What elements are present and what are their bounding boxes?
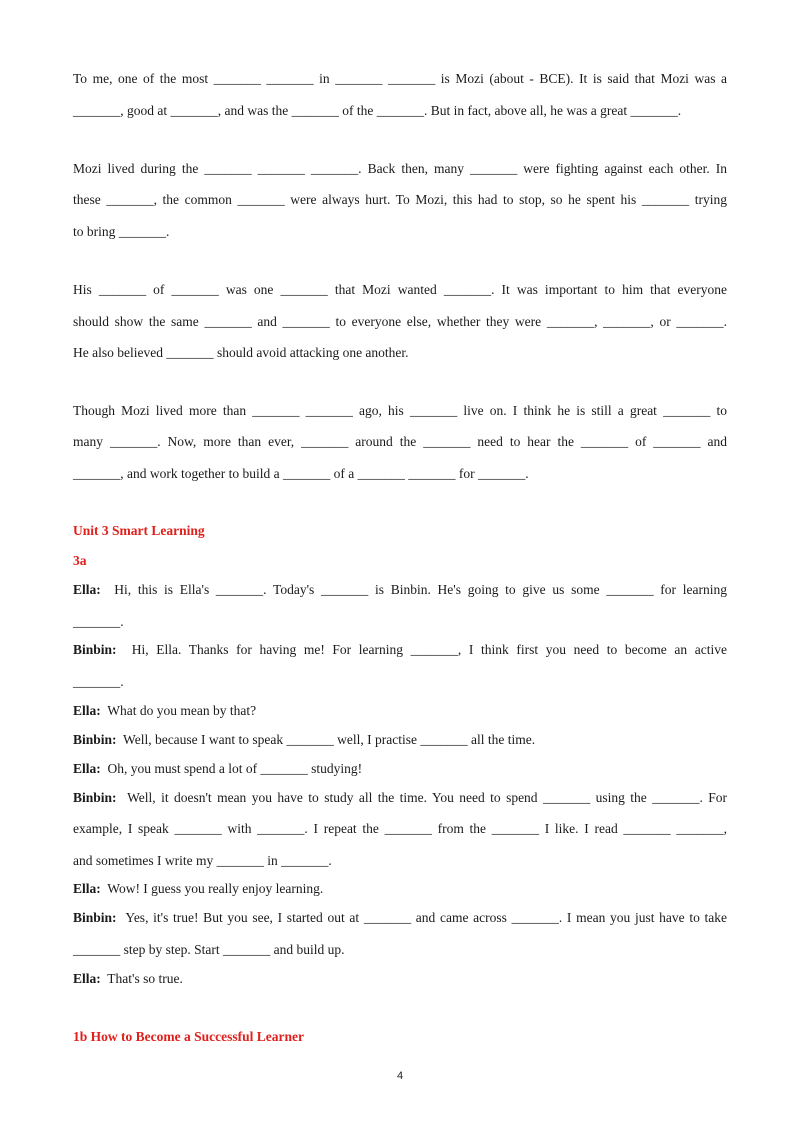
dialogue-text: Hi, Ella. Thanks for having me! For learning _______, I think first you need to become an active xyxy=(131,642,727,657)
passage-line: He also believed _______ should avoid attacking one another. xyxy=(73,345,409,360)
dialogue-text: What do you mean by that? xyxy=(107,703,257,718)
dialogue-line: example, I speak _______ with _______. I repeat the _______ from the _______ I like. I read _______ _______, xyxy=(73,821,727,836)
dialogue-line xyxy=(73,789,727,807)
dialogue-line: _______ step by step. Start _______ and build up. xyxy=(73,942,345,957)
passage-line: should show the same _______ and _______ to everyone else, whether they were _______, _______, or _______. xyxy=(73,314,727,329)
dialogue-line xyxy=(73,702,727,720)
section-heading: 1b How to Become a Successful Learner xyxy=(73,1029,304,1044)
passage-line: these _______, the common _______ were always hurt. To Mozi, this had to stop, so he spent his _______ trying xyxy=(73,192,727,207)
dialogue-text: Oh, you must spend a lot of _______ studying! xyxy=(107,761,363,776)
dialogue-line xyxy=(73,909,727,927)
dialogue-text: Yes, it's true! But you see, I started out at _______ and came across _______. I mean you just have to take xyxy=(125,910,727,925)
dialogue-text: Hi, this is Ella's _______. Today's _______ is Binbin. He's going to give us some _______ for learning xyxy=(114,582,728,597)
dialogue-text: Well, because I want to speak _______ well, I practise _______ all the time. xyxy=(123,732,536,747)
dialogue-text: That's so true. xyxy=(107,971,183,986)
dialogue-line: and sometimes I write my _______ in _______. xyxy=(73,853,332,868)
section-label: 3a xyxy=(73,553,87,568)
speaker-label: Ella: xyxy=(73,761,101,776)
dialogue-line xyxy=(73,970,727,988)
dialogue-line xyxy=(73,880,727,898)
speaker-label: Binbin: xyxy=(73,910,117,925)
passage-line: Mozi lived during the _______ _______ _______. Back then, many _______ were fighting against each other. In xyxy=(73,161,727,176)
dialogue-line: _______. xyxy=(73,674,124,689)
speaker-label: Binbin: xyxy=(73,790,117,805)
dialogue-line xyxy=(73,581,727,599)
speaker-label: Ella: xyxy=(73,582,101,597)
unit-heading: Unit 3 Smart Learning xyxy=(73,523,205,538)
passage-line: _______, and work together to build a _______ of a _______ _______ for _______. xyxy=(73,466,529,481)
dialogue-line xyxy=(73,760,727,778)
speaker-label: Ella: xyxy=(73,971,101,986)
speaker-label: Binbin: xyxy=(73,642,117,657)
passage-line: Though Mozi lived more than _______ _______ ago, his _______ live on. I think he is still a great _______ to xyxy=(73,403,727,418)
speaker-label: Binbin: xyxy=(73,732,117,747)
speaker-label: Ella: xyxy=(73,881,101,896)
dialogue-line: _______. xyxy=(73,614,124,629)
passage-line: To me, one of the most _______ _______ in _______ _______ is Mozi (about - BCE). It is said that Mozi was a xyxy=(73,71,727,86)
passage-line: to bring _______. xyxy=(73,224,170,239)
dialogue-line xyxy=(73,731,727,749)
passage-line: many _______. Now, more than ever, _______ around the _______ need to hear the _______ of _______ and xyxy=(73,434,727,449)
passage-line: _______, good at _______, and was the _______ of the _______. But in fact, above all, he was a great _______. xyxy=(73,103,682,118)
passage-line: His _______ of _______ was one _______ that Mozi wanted _______. It was important to him that everyone xyxy=(73,282,727,297)
speaker-label: Ella: xyxy=(73,703,101,718)
dialogue-line xyxy=(73,641,727,659)
page-number: 4 xyxy=(396,1070,404,1082)
dialogue-text: Well, it doesn't mean you have to study all the time. You need to spend _______ using the _______. For xyxy=(127,790,727,805)
dialogue-text: Wow! I guess you really enjoy learning. xyxy=(107,881,324,896)
